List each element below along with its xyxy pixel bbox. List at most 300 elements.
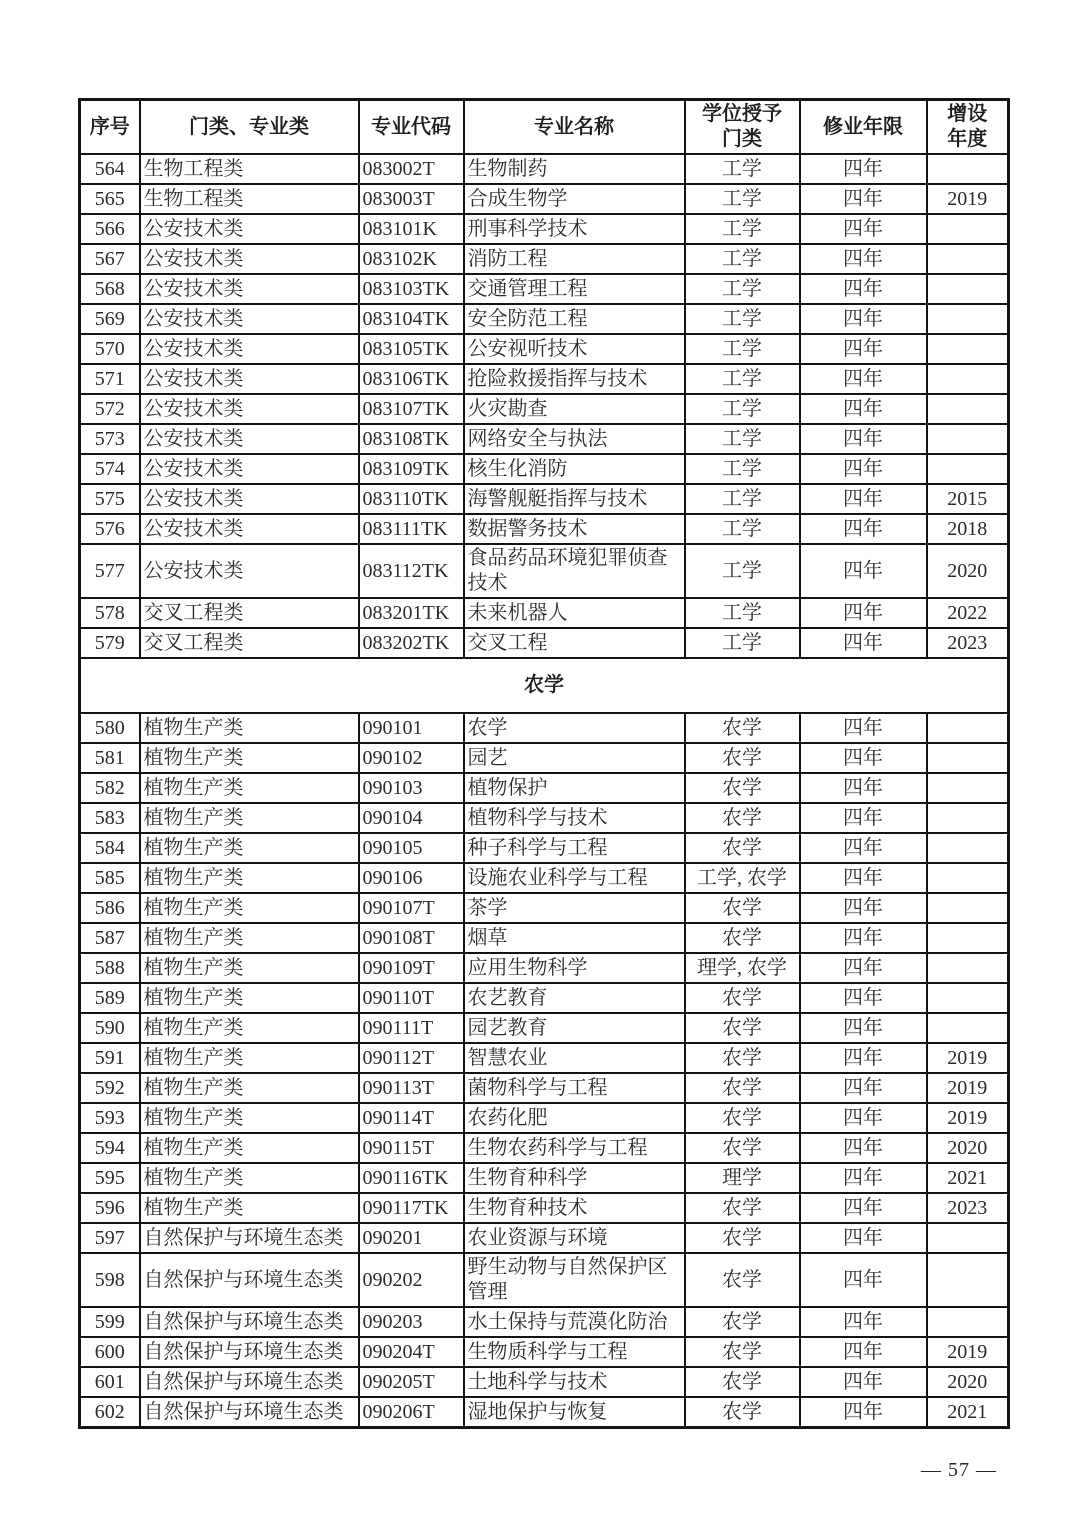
table-cell: 工学 <box>685 304 800 334</box>
table-cell: 四年 <box>800 514 927 544</box>
table-cell <box>927 424 1009 454</box>
table-cell <box>927 394 1009 424</box>
table-cell: 农学 <box>464 713 685 743</box>
table-row <box>80 773 1009 803</box>
table-cell: 工学 <box>685 628 800 658</box>
table-cell: 农学 <box>685 1133 800 1163</box>
column-header: 门类、专业类 <box>140 100 359 155</box>
table-cell: 抢险救援指挥与技术 <box>464 364 685 394</box>
table-cell: 农学 <box>685 1337 800 1367</box>
table-cell: 四年 <box>800 1337 927 1367</box>
table-cell: 090106 <box>359 863 464 893</box>
table-cell: 572 <box>80 394 140 424</box>
table-cell: 083101K <box>359 214 464 244</box>
table-cell: 568 <box>80 274 140 304</box>
column-header: 序号 <box>80 100 140 155</box>
table-cell: 090104 <box>359 803 464 833</box>
table-row <box>80 1253 1009 1307</box>
table-cell: 工学 <box>685 484 800 514</box>
table-cell: 园艺 <box>464 743 685 773</box>
table-cell: 交叉工程类 <box>140 598 359 628</box>
table-cell: 自然保护与环境生态类 <box>140 1397 359 1428</box>
table-cell: 090109T <box>359 953 464 983</box>
table-cell: 农艺教育 <box>464 983 685 1013</box>
table-cell: 083202TK <box>359 628 464 658</box>
table-cell: 597 <box>80 1223 140 1253</box>
table-cell: 2021 <box>927 1397 1009 1428</box>
table-cell <box>927 244 1009 274</box>
table-cell: 农学 <box>685 983 800 1013</box>
page-number: — 57 — <box>921 1459 997 1481</box>
column-header: 专业代码 <box>359 100 464 155</box>
table-row <box>80 893 1009 923</box>
table-row <box>80 184 1009 214</box>
table-cell: 植物生产类 <box>140 1163 359 1193</box>
table-cell: 植物保护 <box>464 773 685 803</box>
table-cell: 083105TK <box>359 334 464 364</box>
table-cell: 未来机器人 <box>464 598 685 628</box>
table-cell: 595 <box>80 1163 140 1193</box>
table-cell: 工学 <box>685 244 800 274</box>
table-cell: 工学 <box>685 514 800 544</box>
table-cell: 2019 <box>927 184 1009 214</box>
table-cell: 四年 <box>800 1397 927 1428</box>
table-cell <box>927 214 1009 244</box>
table-cell: 合成生物学 <box>464 184 685 214</box>
table-cell: 植物生产类 <box>140 893 359 923</box>
table-cell: 090206T <box>359 1397 464 1428</box>
table-cell: 596 <box>80 1193 140 1223</box>
table-cell: 农学 <box>685 1043 800 1073</box>
table-cell: 理学, 农学 <box>685 953 800 983</box>
table-cell: 消防工程 <box>464 244 685 274</box>
table-cell: 公安技术类 <box>140 484 359 514</box>
table-row <box>80 803 1009 833</box>
table-cell <box>927 833 1009 863</box>
table-cell: 生物工程类 <box>140 184 359 214</box>
table-cell: 四年 <box>800 773 927 803</box>
table-row <box>80 364 1009 394</box>
table-cell: 083201TK <box>359 598 464 628</box>
table-cell: 植物生产类 <box>140 1193 359 1223</box>
table-cell: 083103TK <box>359 274 464 304</box>
table-cell: 2019 <box>927 1043 1009 1073</box>
table-cell <box>927 893 1009 923</box>
table-cell: 安全防范工程 <box>464 304 685 334</box>
table-cell <box>927 773 1009 803</box>
table-cell: 2023 <box>927 628 1009 658</box>
table-cell: 自然保护与环境生态类 <box>140 1307 359 1337</box>
table-cell: 583 <box>80 803 140 833</box>
table-cell <box>927 923 1009 953</box>
table-cell: 工学 <box>685 454 800 484</box>
table-cell: 公安技术类 <box>140 244 359 274</box>
table-cell <box>927 334 1009 364</box>
table-row <box>80 863 1009 893</box>
table-cell: 2021 <box>927 1163 1009 1193</box>
table-cell: 600 <box>80 1337 140 1367</box>
table-cell: 571 <box>80 364 140 394</box>
table-cell: 090108T <box>359 923 464 953</box>
table-cell: 土地科学与技术 <box>464 1367 685 1397</box>
table-cell: 公安技术类 <box>140 214 359 244</box>
table-cell: 四年 <box>800 1253 927 1307</box>
table-cell <box>927 1013 1009 1043</box>
table-cell <box>927 304 1009 334</box>
table-cell: 工学 <box>685 424 800 454</box>
table-cell: 生物质科学与工程 <box>464 1337 685 1367</box>
table-cell: 2018 <box>927 514 1009 544</box>
table-cell: 090101 <box>359 713 464 743</box>
column-header: 增设 年度 <box>927 100 1009 155</box>
table-row <box>80 1307 1009 1337</box>
table-cell: 573 <box>80 424 140 454</box>
table-cell: 090202 <box>359 1253 464 1307</box>
table-cell: 090117TK <box>359 1193 464 1223</box>
table-row <box>80 214 1009 244</box>
table-cell: 四年 <box>800 628 927 658</box>
table-cell: 090114T <box>359 1103 464 1133</box>
table-cell: 园艺教育 <box>464 1013 685 1043</box>
table-cell <box>927 743 1009 773</box>
table-cell: 工学 <box>685 274 800 304</box>
table-cell: 575 <box>80 484 140 514</box>
table-cell: 083111TK <box>359 514 464 544</box>
table-cell: 交通管理工程 <box>464 274 685 304</box>
table-cell: 569 <box>80 304 140 334</box>
table-cell: 584 <box>80 833 140 863</box>
table-cell: 四年 <box>800 484 927 514</box>
table-cell: 核生化消防 <box>464 454 685 484</box>
table-cell: 601 <box>80 1367 140 1397</box>
table-cell: 湿地保护与恢复 <box>464 1397 685 1428</box>
column-header: 修业年限 <box>800 100 927 155</box>
table-cell: 580 <box>80 713 140 743</box>
table-cell: 2020 <box>927 1133 1009 1163</box>
table-cell: 工学 <box>685 394 800 424</box>
table-cell: 083102K <box>359 244 464 274</box>
table-cell: 农学 <box>685 1013 800 1043</box>
table-cell: 566 <box>80 214 140 244</box>
table-cell: 090102 <box>359 743 464 773</box>
table-cell: 090110T <box>359 983 464 1013</box>
table-cell: 公安技术类 <box>140 514 359 544</box>
table-cell: 植物生产类 <box>140 923 359 953</box>
table-cell: 农学 <box>685 1193 800 1223</box>
table-cell: 农学 <box>685 1073 800 1103</box>
table-cell <box>927 274 1009 304</box>
table-row <box>80 1223 1009 1253</box>
table-cell: 植物生产类 <box>140 1103 359 1133</box>
table-cell: 公安技术类 <box>140 304 359 334</box>
table-cell: 574 <box>80 454 140 484</box>
column-header: 学位授予 门类 <box>685 100 800 155</box>
table-cell: 四年 <box>800 304 927 334</box>
table-cell: 植物生产类 <box>140 1013 359 1043</box>
table-cell: 090107T <box>359 893 464 923</box>
table-cell: 水土保持与荒漠化防治 <box>464 1307 685 1337</box>
table-cell: 四年 <box>800 713 927 743</box>
table-cell: 083109TK <box>359 454 464 484</box>
table-cell: 自然保护与环境生态类 <box>140 1253 359 1307</box>
table-cell: 592 <box>80 1073 140 1103</box>
table-cell: 农学 <box>685 773 800 803</box>
table-row <box>80 514 1009 544</box>
table-cell: 083112TK <box>359 544 464 598</box>
table-cell: 四年 <box>800 424 927 454</box>
table-cell: 农学 <box>685 923 800 953</box>
table-row <box>80 953 1009 983</box>
table-cell: 四年 <box>800 1223 927 1253</box>
table-cell: 交叉工程 <box>464 628 685 658</box>
table-cell: 农药化肥 <box>464 1103 685 1133</box>
table-cell: 农学 <box>685 713 800 743</box>
table-cell: 602 <box>80 1397 140 1428</box>
table-cell: 090116TK <box>359 1163 464 1193</box>
table-cell: 581 <box>80 743 140 773</box>
table-cell: 四年 <box>800 1073 927 1103</box>
table-cell: 598 <box>80 1253 140 1307</box>
table-cell: 农学 <box>685 893 800 923</box>
table-cell <box>927 1307 1009 1337</box>
table-row <box>80 394 1009 424</box>
table-cell: 四年 <box>800 893 927 923</box>
table-cell: 四年 <box>800 1163 927 1193</box>
table-cell: 植物生产类 <box>140 743 359 773</box>
table-cell: 植物生产类 <box>140 863 359 893</box>
table-row <box>80 1397 1009 1428</box>
majors-table <box>78 98 1010 1429</box>
table-row <box>80 154 1009 184</box>
table-row <box>80 923 1009 953</box>
table-cell: 农学 <box>685 1307 800 1337</box>
table-cell: 四年 <box>800 364 927 394</box>
table-cell: 591 <box>80 1043 140 1073</box>
table-cell: 四年 <box>800 544 927 598</box>
table-cell <box>927 1223 1009 1253</box>
table-cell: 四年 <box>800 274 927 304</box>
table-cell: 智慧农业 <box>464 1043 685 1073</box>
table-cell: 生物工程类 <box>140 154 359 184</box>
table-cell: 数据警务技术 <box>464 514 685 544</box>
table-cell: 农学 <box>685 1367 800 1397</box>
section-header-row <box>80 658 1009 713</box>
table-row <box>80 1103 1009 1133</box>
table-row <box>80 1163 1009 1193</box>
table-cell: 570 <box>80 334 140 364</box>
table-cell: 菌物科学与工程 <box>464 1073 685 1103</box>
table-cell: 火灾勘查 <box>464 394 685 424</box>
table-cell: 2020 <box>927 544 1009 598</box>
table-cell: 交叉工程类 <box>140 628 359 658</box>
table-cell: 植物生产类 <box>140 1043 359 1073</box>
table-row <box>80 1193 1009 1223</box>
table-row <box>80 628 1009 658</box>
table-cell: 理学 <box>685 1163 800 1193</box>
table-cell: 588 <box>80 953 140 983</box>
table-cell: 工学 <box>685 184 800 214</box>
table-cell: 四年 <box>800 244 927 274</box>
table-cell: 四年 <box>800 1307 927 1337</box>
table-cell: 四年 <box>800 154 927 184</box>
table-cell: 工学 <box>685 334 800 364</box>
table-cell: 海警舰艇指挥与技术 <box>464 484 685 514</box>
table-cell: 农学 <box>685 1397 800 1428</box>
table-cell: 090111T <box>359 1013 464 1043</box>
table-cell: 589 <box>80 983 140 1013</box>
table-cell: 食品药品环境犯罪侦查技术 <box>464 544 685 598</box>
table-cell: 2023 <box>927 1193 1009 1223</box>
table-cell: 083104TK <box>359 304 464 334</box>
table-cell: 植物科学与技术 <box>464 803 685 833</box>
table-row <box>80 743 1009 773</box>
table-row <box>80 304 1009 334</box>
table-cell: 公安技术类 <box>140 544 359 598</box>
table-row <box>80 598 1009 628</box>
table-cell: 工学 <box>685 214 800 244</box>
table-cell: 593 <box>80 1103 140 1133</box>
table-cell: 植物生产类 <box>140 803 359 833</box>
table-row <box>80 983 1009 1013</box>
table-row <box>80 454 1009 484</box>
table-cell: 083110TK <box>359 484 464 514</box>
table-cell: 工学 <box>685 364 800 394</box>
table-cell: 2015 <box>927 484 1009 514</box>
table-cell: 585 <box>80 863 140 893</box>
table-row <box>80 484 1009 514</box>
table-row <box>80 274 1009 304</box>
table-row <box>80 1367 1009 1397</box>
table-cell: 工学 <box>685 544 800 598</box>
table-cell <box>927 863 1009 893</box>
table-cell: 567 <box>80 244 140 274</box>
table-row <box>80 244 1009 274</box>
table-cell: 564 <box>80 154 140 184</box>
table-cell: 野生动物与自然保护区管理 <box>464 1253 685 1307</box>
table-cell: 565 <box>80 184 140 214</box>
table-cell: 四年 <box>800 953 927 983</box>
table-cell: 生物制药 <box>464 154 685 184</box>
table-cell <box>927 953 1009 983</box>
header-row <box>80 100 1009 155</box>
table-row <box>80 1073 1009 1103</box>
table-cell <box>927 364 1009 394</box>
table-cell <box>927 1253 1009 1307</box>
table-cell: 植物生产类 <box>140 713 359 743</box>
table-cell: 设施农业科学与工程 <box>464 863 685 893</box>
table-cell <box>927 454 1009 484</box>
table-cell: 582 <box>80 773 140 803</box>
table-cell: 公安技术类 <box>140 424 359 454</box>
table-cell: 农学 <box>685 833 800 863</box>
table-cell: 四年 <box>800 863 927 893</box>
table-cell: 工学, 农学 <box>685 863 800 893</box>
table-body <box>80 154 1009 1428</box>
table-cell: 四年 <box>800 1043 927 1073</box>
table-cell: 农学 <box>685 1103 800 1133</box>
table-cell <box>927 154 1009 184</box>
table-cell: 083003T <box>359 184 464 214</box>
table-cell: 599 <box>80 1307 140 1337</box>
table-cell: 四年 <box>800 1013 927 1043</box>
table-cell: 578 <box>80 598 140 628</box>
table-cell <box>927 713 1009 743</box>
table-cell: 植物生产类 <box>140 1073 359 1103</box>
table-cell: 四年 <box>800 1193 927 1223</box>
table-cell: 2019 <box>927 1103 1009 1133</box>
table-cell: 090204T <box>359 1337 464 1367</box>
table-row <box>80 1133 1009 1163</box>
table-row <box>80 1013 1009 1043</box>
table-cell: 四年 <box>800 394 927 424</box>
table-cell <box>927 983 1009 1013</box>
table-cell: 577 <box>80 544 140 598</box>
section-header-label: 农学 <box>80 658 1009 713</box>
table-cell: 刑事科学技术 <box>464 214 685 244</box>
table-cell: 工学 <box>685 598 800 628</box>
table-cell: 2020 <box>927 1367 1009 1397</box>
table-cell: 576 <box>80 514 140 544</box>
table-cell: 四年 <box>800 334 927 364</box>
table-row <box>80 334 1009 364</box>
table-cell: 自然保护与环境生态类 <box>140 1223 359 1253</box>
table-cell: 植物生产类 <box>140 833 359 863</box>
table-cell: 生物育种科学 <box>464 1163 685 1193</box>
table-cell: 烟草 <box>464 923 685 953</box>
table-cell: 生物育种技术 <box>464 1193 685 1223</box>
table-cell: 四年 <box>800 214 927 244</box>
table-row <box>80 424 1009 454</box>
table-cell: 590 <box>80 1013 140 1043</box>
table-cell: 586 <box>80 893 140 923</box>
table-cell: 090103 <box>359 773 464 803</box>
table-cell: 农业资源与环境 <box>464 1223 685 1253</box>
table-row <box>80 544 1009 598</box>
table-cell <box>927 803 1009 833</box>
table-cell: 090203 <box>359 1307 464 1337</box>
table-cell: 四年 <box>800 1103 927 1133</box>
table-row <box>80 1337 1009 1367</box>
table-cell: 应用生物科学 <box>464 953 685 983</box>
table-cell: 公安技术类 <box>140 454 359 484</box>
column-header: 专业名称 <box>464 100 685 155</box>
table-cell: 四年 <box>800 454 927 484</box>
table-cell: 公安视听技术 <box>464 334 685 364</box>
table-cell: 083002T <box>359 154 464 184</box>
table-cell: 四年 <box>800 184 927 214</box>
table-cell: 083108TK <box>359 424 464 454</box>
table-cell: 2022 <box>927 598 1009 628</box>
table-cell: 579 <box>80 628 140 658</box>
table-cell: 594 <box>80 1133 140 1163</box>
table-cell: 植物生产类 <box>140 983 359 1013</box>
table-cell: 四年 <box>800 923 927 953</box>
table-cell: 四年 <box>800 1367 927 1397</box>
table-cell: 四年 <box>800 598 927 628</box>
table-cell: 090115T <box>359 1133 464 1163</box>
table-cell: 090113T <box>359 1073 464 1103</box>
table-cell: 植物生产类 <box>140 1133 359 1163</box>
table-cell: 090205T <box>359 1367 464 1397</box>
table-row <box>80 1043 1009 1073</box>
table-cell: 农学 <box>685 1223 800 1253</box>
table-cell: 自然保护与环境生态类 <box>140 1337 359 1367</box>
table-cell: 四年 <box>800 743 927 773</box>
table-cell: 网络安全与执法 <box>464 424 685 454</box>
table-cell: 四年 <box>800 803 927 833</box>
table-cell: 四年 <box>800 1133 927 1163</box>
table-cell: 植物生产类 <box>140 953 359 983</box>
